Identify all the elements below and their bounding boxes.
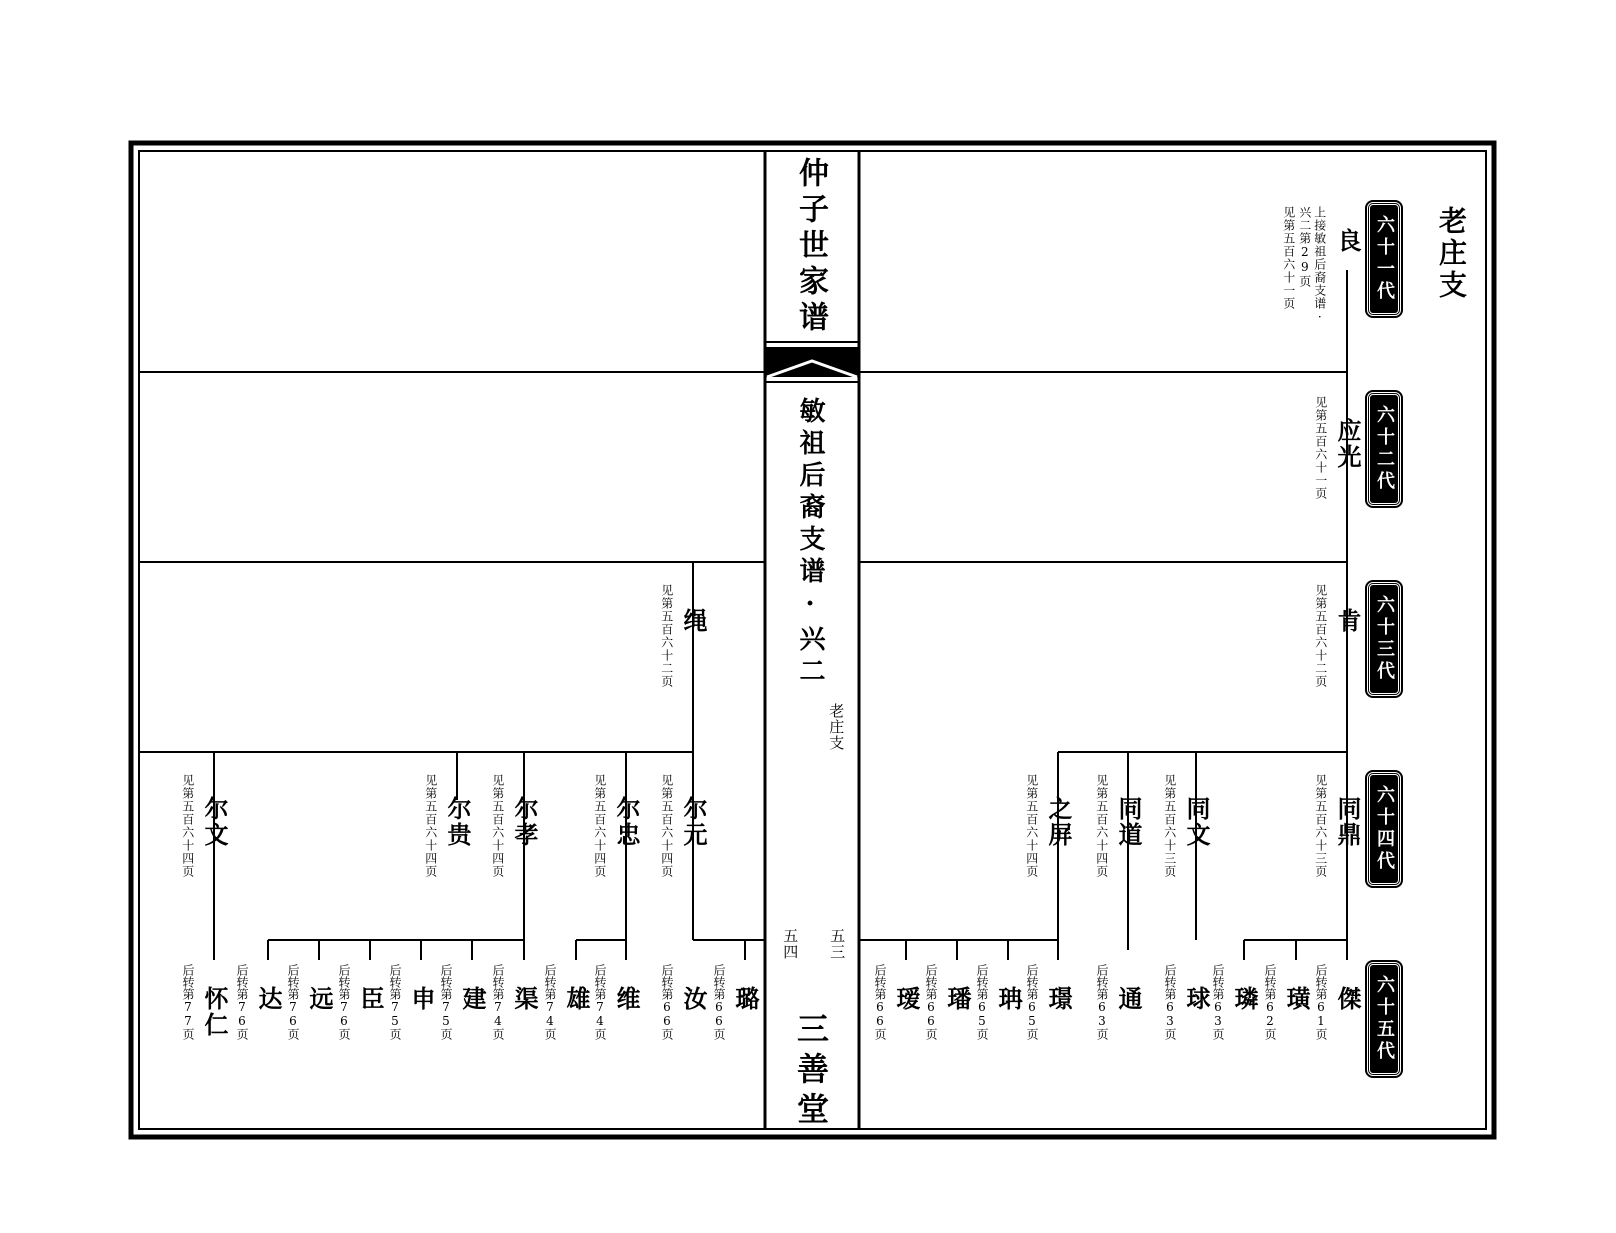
person-tongdao: 同道 xyxy=(1114,796,1143,848)
person-fan: 璠 xyxy=(943,986,972,1012)
person-tongwen-ref: 见第五百六十三页 xyxy=(1162,774,1177,878)
person-jian: 建 xyxy=(458,986,487,1012)
continuation-note-line1: 上接敏祖后裔支谱· xyxy=(1312,206,1327,325)
person-ran-ref: 后转第65页 xyxy=(975,964,989,1040)
person-jie: 傑 xyxy=(1333,986,1362,1012)
person-tong: 通 xyxy=(1114,986,1143,1012)
person-tongdao-ref: 见第五百六十四页 xyxy=(1094,774,1109,878)
page-number-right: 五三 xyxy=(828,928,847,960)
page-number-left: 五四 xyxy=(781,928,800,960)
person-jing-ref: 后转第65页 xyxy=(1025,964,1039,1040)
person-yuan-ref: 后转第76页 xyxy=(286,964,300,1040)
person-qiu-ref: 后转第63页 xyxy=(1163,964,1177,1040)
section-title: 敏祖后裔支谱·兴二 xyxy=(795,397,825,689)
person-zhiping: 之屏 xyxy=(1044,796,1073,848)
book-title: 仲子世家谱 xyxy=(793,157,828,337)
person-huairen: 怀仁 xyxy=(200,986,229,1038)
person-erwen: 尔文 xyxy=(200,796,229,848)
person-ru: 汝 xyxy=(679,986,708,1012)
person-shen-ref: 后转第75页 xyxy=(388,964,402,1040)
person-huang-ref: 后转第62页 xyxy=(1263,964,1277,1040)
person-ergui: 尔贵 xyxy=(443,796,472,848)
person-tong-ref: 后转第63页 xyxy=(1095,964,1109,1040)
generation-badge-65: 六十五代 xyxy=(1367,962,1401,1076)
person-tongwen: 同文 xyxy=(1182,796,1211,848)
person-ai: 瑷 xyxy=(892,986,921,1012)
person-qu-ref: 后转第74页 xyxy=(491,964,505,1040)
generation-badge-64: 六十四代 xyxy=(1367,772,1401,886)
person-eryuan-ref: 见第五百六十四页 xyxy=(659,774,674,878)
person-g61: 良 xyxy=(1333,228,1362,254)
person-lu-ref: 后转第66页 xyxy=(712,964,726,1040)
person-shen: 申 xyxy=(407,986,436,1012)
continuation-note-line2: 兴二第29页 xyxy=(1297,206,1312,288)
person-eryuan: 尔元 xyxy=(679,796,708,848)
person-huairen-ref: 后转第77页 xyxy=(181,964,195,1040)
person-jian-ref: 后转第75页 xyxy=(439,964,453,1040)
person-chen-ref: 后转第76页 xyxy=(337,964,351,1040)
person-da-ref: 后转第76页 xyxy=(235,964,249,1040)
person-lin: 璘 xyxy=(1230,986,1259,1012)
person-xiong-ref: 后转第74页 xyxy=(543,964,557,1040)
person-ergui-ref: 见第五百六十四页 xyxy=(423,774,438,878)
person-da: 达 xyxy=(254,986,283,1012)
person-lu: 璐 xyxy=(731,986,760,1012)
generation-badge-61: 六十一代 xyxy=(1367,202,1401,316)
person-ru-ref: 后转第66页 xyxy=(660,964,674,1040)
person-g62-ref: 见第五百六十一页 xyxy=(1313,396,1328,500)
person-tongding: 同鼎 xyxy=(1333,796,1362,848)
person-chen: 臣 xyxy=(356,986,385,1012)
generation-badge-62: 六十二代 xyxy=(1367,392,1401,506)
branch-title: 老庄支 xyxy=(1435,206,1468,302)
person-g61-ref: 见第五百六十一页 xyxy=(1281,206,1296,310)
person-sheng: 绳 xyxy=(679,608,708,634)
person-qiu: 球 xyxy=(1182,986,1211,1012)
spine-branch-label: 老庄支 xyxy=(827,703,846,751)
person-wei-ref: 后转第74页 xyxy=(593,964,607,1040)
person-qu: 渠 xyxy=(510,986,539,1012)
person-erxiao: 尔孝 xyxy=(510,796,539,848)
person-erzhong-ref: 见第五百六十四页 xyxy=(592,774,607,878)
person-xiong: 雄 xyxy=(562,986,591,1012)
person-ran: 珃 xyxy=(994,986,1023,1012)
person-g63-ref: 见第五百六十二页 xyxy=(1313,584,1328,688)
person-g63: 肯 xyxy=(1333,608,1362,634)
person-tongding-ref: 见第五百六十三页 xyxy=(1313,774,1328,878)
generation-badge-63: 六十三代 xyxy=(1367,582,1401,696)
person-jie-ref: 后转第61页 xyxy=(1314,964,1328,1040)
person-yuan: 远 xyxy=(305,986,334,1012)
person-wei: 维 xyxy=(612,986,641,1012)
person-lin-ref: 后转第63页 xyxy=(1211,964,1225,1040)
person-erzhong: 尔忠 xyxy=(612,796,641,848)
person-g62: 应光 xyxy=(1333,418,1362,470)
person-erwen-ref: 见第五百六十四页 xyxy=(180,774,195,878)
hall-name: 三善堂 xyxy=(792,1012,830,1132)
person-erxiao-ref: 见第五百六十四页 xyxy=(490,774,505,878)
person-fan-ref: 后转第66页 xyxy=(924,964,938,1040)
person-jing: 璟 xyxy=(1044,986,1073,1012)
person-sheng-ref: 见第五百六十二页 xyxy=(659,584,674,688)
person-zhiping-ref: 见第五百六十四页 xyxy=(1024,774,1039,878)
person-huang: 璜 xyxy=(1282,986,1311,1012)
person-ai-ref: 后转第66页 xyxy=(873,964,887,1040)
